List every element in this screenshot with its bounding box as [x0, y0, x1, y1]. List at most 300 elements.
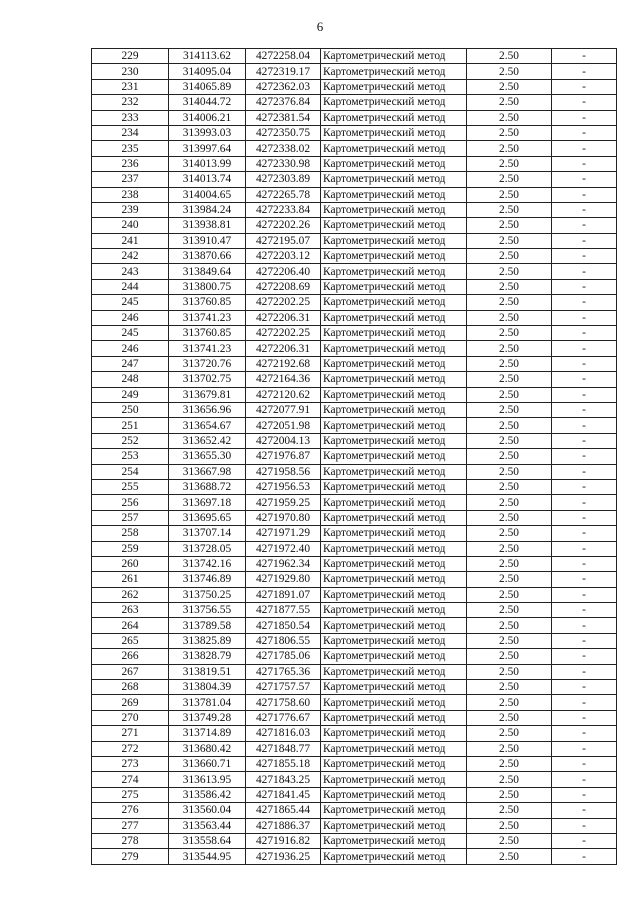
- x-coordinate-cell: 313804.39: [169, 680, 246, 695]
- y-coordinate-cell: 4272233.84: [246, 202, 321, 217]
- point-number-cell: 238: [92, 187, 169, 202]
- coordinates-table: [91, 48, 617, 865]
- point-number-cell: 273: [92, 756, 169, 771]
- method-cell: Картометрический метод: [321, 433, 467, 448]
- table-row: [92, 141, 617, 156]
- point-number-cell: 230: [92, 64, 169, 79]
- accuracy-cell: 2.50: [467, 449, 552, 464]
- point-number-cell: 258: [92, 526, 169, 541]
- table-row: [92, 756, 617, 771]
- extra-cell: -: [552, 402, 617, 417]
- table-row: [92, 310, 617, 325]
- y-coordinate-cell: 4272195.07: [246, 233, 321, 248]
- method-cell: Картометрический метод: [321, 772, 467, 787]
- point-number-cell: 241: [92, 233, 169, 248]
- point-number-cell: 256: [92, 495, 169, 510]
- extra-cell: -: [552, 356, 617, 371]
- extra-cell: -: [552, 264, 617, 279]
- method-cell: Картометрический метод: [321, 310, 467, 325]
- method-cell: Картометрический метод: [321, 372, 467, 387]
- table-row: [92, 64, 617, 79]
- x-coordinate-cell: 313655.30: [169, 449, 246, 464]
- method-cell: Картометрический метод: [321, 510, 467, 525]
- point-number-cell: 263: [92, 603, 169, 618]
- table-row: [92, 787, 617, 802]
- x-coordinate-cell: 313544.95: [169, 849, 246, 864]
- table-row: [92, 249, 617, 264]
- x-coordinate-cell: 313997.64: [169, 141, 246, 156]
- x-coordinate-cell: 313870.66: [169, 249, 246, 264]
- extra-cell: -: [552, 618, 617, 633]
- table-row: [92, 79, 617, 94]
- accuracy-cell: 2.50: [467, 310, 552, 325]
- point-number-cell: 279: [92, 849, 169, 864]
- table-row: [92, 449, 617, 464]
- table-row: [92, 387, 617, 402]
- point-number-cell: 274: [92, 772, 169, 787]
- accuracy-cell: 2.50: [467, 233, 552, 248]
- point-number-cell: 257: [92, 510, 169, 525]
- y-coordinate-cell: 4272202.25: [246, 295, 321, 310]
- x-coordinate-cell: 313586.42: [169, 787, 246, 802]
- y-coordinate-cell: 4271806.55: [246, 633, 321, 648]
- point-number-cell: 229: [92, 49, 169, 64]
- point-number-cell: 270: [92, 710, 169, 725]
- x-coordinate-cell: 314006.21: [169, 110, 246, 125]
- accuracy-cell: 2.50: [467, 787, 552, 802]
- extra-cell: -: [552, 110, 617, 125]
- table-row: [92, 803, 617, 818]
- extra-cell: -: [552, 433, 617, 448]
- method-cell: Картометрический метод: [321, 495, 467, 510]
- method-cell: Картометрический метод: [321, 79, 467, 94]
- point-number-cell: 259: [92, 541, 169, 556]
- x-coordinate-cell: 313760.85: [169, 295, 246, 310]
- x-coordinate-cell: 313938.81: [169, 218, 246, 233]
- x-coordinate-cell: 313613.95: [169, 772, 246, 787]
- accuracy-cell: 2.50: [467, 849, 552, 864]
- accuracy-cell: 2.50: [467, 726, 552, 741]
- extra-cell: -: [552, 649, 617, 664]
- extra-cell: -: [552, 141, 617, 156]
- table-row: [92, 402, 617, 417]
- y-coordinate-cell: 4272164.36: [246, 372, 321, 387]
- accuracy-cell: 2.50: [467, 202, 552, 217]
- accuracy-cell: 2.50: [467, 218, 552, 233]
- extra-cell: -: [552, 387, 617, 402]
- accuracy-cell: 2.50: [467, 664, 552, 679]
- point-number-cell: 268: [92, 680, 169, 695]
- point-number-cell: 255: [92, 479, 169, 494]
- y-coordinate-cell: 4271848.77: [246, 741, 321, 756]
- point-number-cell: 237: [92, 172, 169, 187]
- accuracy-cell: 2.50: [467, 649, 552, 664]
- extra-cell: -: [552, 633, 617, 648]
- accuracy-cell: 2.50: [467, 741, 552, 756]
- point-number-cell: 246: [92, 310, 169, 325]
- x-coordinate-cell: 314044.72: [169, 95, 246, 110]
- extra-cell: -: [552, 479, 617, 494]
- accuracy-cell: 2.50: [467, 387, 552, 402]
- table-row: [92, 125, 617, 140]
- point-number-cell: 233: [92, 110, 169, 125]
- y-coordinate-cell: 4271785.06: [246, 649, 321, 664]
- method-cell: Картометрический метод: [321, 633, 467, 648]
- x-coordinate-cell: 313828.79: [169, 649, 246, 664]
- method-cell: Картометрический метод: [321, 541, 467, 556]
- extra-cell: -: [552, 664, 617, 679]
- point-number-cell: 251: [92, 418, 169, 433]
- table-row: [92, 556, 617, 571]
- accuracy-cell: 2.50: [467, 556, 552, 571]
- method-cell: Картометрический метод: [321, 49, 467, 64]
- extra-cell: -: [552, 310, 617, 325]
- accuracy-cell: 2.50: [467, 341, 552, 356]
- x-coordinate-cell: 313756.55: [169, 603, 246, 618]
- point-number-cell: 234: [92, 125, 169, 140]
- extra-cell: -: [552, 803, 617, 818]
- accuracy-cell: 2.50: [467, 172, 552, 187]
- method-cell: Картометрический метод: [321, 64, 467, 79]
- x-coordinate-cell: 313741.23: [169, 310, 246, 325]
- x-coordinate-cell: 313742.16: [169, 556, 246, 571]
- extra-cell: -: [552, 772, 617, 787]
- method-cell: Картометрический метод: [321, 418, 467, 433]
- accuracy-cell: 2.50: [467, 110, 552, 125]
- accuracy-cell: 2.50: [467, 710, 552, 725]
- extra-cell: -: [552, 680, 617, 695]
- accuracy-cell: 2.50: [467, 510, 552, 525]
- accuracy-cell: 2.50: [467, 803, 552, 818]
- y-coordinate-cell: 4271816.03: [246, 726, 321, 741]
- accuracy-cell: 2.50: [467, 818, 552, 833]
- accuracy-cell: 2.50: [467, 402, 552, 417]
- y-coordinate-cell: 4272338.02: [246, 141, 321, 156]
- extra-cell: -: [552, 464, 617, 479]
- y-coordinate-cell: 4271970.80: [246, 510, 321, 525]
- method-cell: Картометрический метод: [321, 249, 467, 264]
- x-coordinate-cell: 314013.74: [169, 172, 246, 187]
- table-row: [92, 526, 617, 541]
- point-number-cell: 278: [92, 833, 169, 848]
- accuracy-cell: 2.50: [467, 249, 552, 264]
- accuracy-cell: 2.50: [467, 264, 552, 279]
- accuracy-cell: 2.50: [467, 433, 552, 448]
- point-number-cell: 260: [92, 556, 169, 571]
- table-row: [92, 510, 617, 525]
- extra-cell: -: [552, 95, 617, 110]
- table-row: [92, 187, 617, 202]
- point-number-cell: 246: [92, 341, 169, 356]
- point-number-cell: 252: [92, 433, 169, 448]
- x-coordinate-cell: 313660.71: [169, 756, 246, 771]
- y-coordinate-cell: 4272202.26: [246, 218, 321, 233]
- table-row: [92, 202, 617, 217]
- extra-cell: -: [552, 556, 617, 571]
- point-number-cell: 269: [92, 695, 169, 710]
- x-coordinate-cell: 313558.64: [169, 833, 246, 848]
- y-coordinate-cell: 4271776.67: [246, 710, 321, 725]
- method-cell: Картометрический метод: [321, 156, 467, 171]
- method-cell: Картометрический метод: [321, 526, 467, 541]
- x-coordinate-cell: 313656.96: [169, 402, 246, 417]
- table-row: [92, 356, 617, 371]
- y-coordinate-cell: 4271958.56: [246, 464, 321, 479]
- extra-cell: -: [552, 218, 617, 233]
- table-row: [92, 664, 617, 679]
- extra-cell: -: [552, 172, 617, 187]
- x-coordinate-cell: 314004.65: [169, 187, 246, 202]
- extra-cell: -: [552, 187, 617, 202]
- table-row: [92, 418, 617, 433]
- y-coordinate-cell: 4271916.82: [246, 833, 321, 848]
- y-coordinate-cell: 4271877.55: [246, 603, 321, 618]
- y-coordinate-cell: 4272319.17: [246, 64, 321, 79]
- extra-cell: -: [552, 510, 617, 525]
- method-cell: Картометрический метод: [321, 172, 467, 187]
- method-cell: Картометрический метод: [321, 803, 467, 818]
- y-coordinate-cell: 4271757.57: [246, 680, 321, 695]
- method-cell: Картометрический метод: [321, 741, 467, 756]
- x-coordinate-cell: 314013.99: [169, 156, 246, 171]
- extra-cell: -: [552, 156, 617, 171]
- point-number-cell: 265: [92, 633, 169, 648]
- table-row: [92, 772, 617, 787]
- x-coordinate-cell: 313697.18: [169, 495, 246, 510]
- y-coordinate-cell: 4272206.40: [246, 264, 321, 279]
- extra-cell: -: [552, 295, 617, 310]
- extra-cell: -: [552, 587, 617, 602]
- x-coordinate-cell: 313825.89: [169, 633, 246, 648]
- accuracy-cell: 2.50: [467, 756, 552, 771]
- accuracy-cell: 2.50: [467, 526, 552, 541]
- extra-cell: -: [552, 526, 617, 541]
- x-coordinate-cell: 313993.03: [169, 125, 246, 140]
- accuracy-cell: 2.50: [467, 833, 552, 848]
- method-cell: Картометрический метод: [321, 479, 467, 494]
- method-cell: Картометрический метод: [321, 187, 467, 202]
- y-coordinate-cell: 4272120.62: [246, 387, 321, 402]
- table-row: [92, 495, 617, 510]
- method-cell: Картометрический метод: [321, 849, 467, 864]
- y-coordinate-cell: 4272206.31: [246, 341, 321, 356]
- table-row: [92, 618, 617, 633]
- accuracy-cell: 2.50: [467, 279, 552, 294]
- y-coordinate-cell: 4272004.13: [246, 433, 321, 448]
- y-coordinate-cell: 4271886.37: [246, 818, 321, 833]
- extra-cell: -: [552, 233, 617, 248]
- method-cell: Картометрический метод: [321, 341, 467, 356]
- table-row: [92, 464, 617, 479]
- table-row: [92, 295, 617, 310]
- method-cell: Картометрический метод: [321, 402, 467, 417]
- point-number-cell: 248: [92, 372, 169, 387]
- table-row: [92, 633, 617, 648]
- x-coordinate-cell: 314113.62: [169, 49, 246, 64]
- x-coordinate-cell: 313695.65: [169, 510, 246, 525]
- x-coordinate-cell: 313760.85: [169, 326, 246, 341]
- method-cell: Картометрический метод: [321, 618, 467, 633]
- y-coordinate-cell: 4271962.34: [246, 556, 321, 571]
- accuracy-cell: 2.50: [467, 49, 552, 64]
- table-row: [92, 695, 617, 710]
- extra-cell: -: [552, 833, 617, 848]
- x-coordinate-cell: 313984.24: [169, 202, 246, 217]
- method-cell: Картометрический метод: [321, 110, 467, 125]
- extra-cell: -: [552, 787, 617, 802]
- method-cell: Картометрический метод: [321, 141, 467, 156]
- x-coordinate-cell: 313849.64: [169, 264, 246, 279]
- method-cell: Картометрический метод: [321, 756, 467, 771]
- point-number-cell: 242: [92, 249, 169, 264]
- accuracy-cell: 2.50: [467, 356, 552, 371]
- extra-cell: -: [552, 64, 617, 79]
- point-number-cell: 271: [92, 726, 169, 741]
- point-number-cell: 262: [92, 587, 169, 602]
- table-row: [92, 49, 617, 64]
- extra-cell: -: [552, 572, 617, 587]
- table-row: [92, 95, 617, 110]
- y-coordinate-cell: 4271972.40: [246, 541, 321, 556]
- x-coordinate-cell: 313720.76: [169, 356, 246, 371]
- y-coordinate-cell: 4272381.54: [246, 110, 321, 125]
- point-number-cell: 239: [92, 202, 169, 217]
- x-coordinate-cell: 313781.04: [169, 695, 246, 710]
- table-row: [92, 849, 617, 864]
- point-number-cell: 264: [92, 618, 169, 633]
- point-number-cell: 254: [92, 464, 169, 479]
- y-coordinate-cell: 4272077.91: [246, 402, 321, 417]
- method-cell: Картометрический метод: [321, 710, 467, 725]
- y-coordinate-cell: 4272206.31: [246, 310, 321, 325]
- accuracy-cell: 2.50: [467, 464, 552, 479]
- y-coordinate-cell: 4271929.80: [246, 572, 321, 587]
- y-coordinate-cell: 4272330.98: [246, 156, 321, 171]
- point-number-cell: 244: [92, 279, 169, 294]
- x-coordinate-cell: 313746.89: [169, 572, 246, 587]
- method-cell: Картометрический метод: [321, 279, 467, 294]
- x-coordinate-cell: 314065.89: [169, 79, 246, 94]
- table-row: [92, 541, 617, 556]
- method-cell: Картометрический метод: [321, 464, 467, 479]
- table-row: [92, 710, 617, 725]
- method-cell: Картометрический метод: [321, 202, 467, 217]
- table-row: [92, 680, 617, 695]
- method-cell: Картометрический метод: [321, 218, 467, 233]
- y-coordinate-cell: 4272051.98: [246, 418, 321, 433]
- table-row: [92, 233, 617, 248]
- extra-cell: -: [552, 249, 617, 264]
- extra-cell: -: [552, 849, 617, 864]
- point-number-cell: 277: [92, 818, 169, 833]
- table-row: [92, 372, 617, 387]
- y-coordinate-cell: 4271843.25: [246, 772, 321, 787]
- table-row: [92, 172, 617, 187]
- accuracy-cell: 2.50: [467, 587, 552, 602]
- table-row: [92, 326, 617, 341]
- extra-cell: -: [552, 710, 617, 725]
- y-coordinate-cell: 4271976.87: [246, 449, 321, 464]
- x-coordinate-cell: 313750.25: [169, 587, 246, 602]
- method-cell: Картометрический метод: [321, 326, 467, 341]
- point-number-cell: 253: [92, 449, 169, 464]
- y-coordinate-cell: 4271765.36: [246, 664, 321, 679]
- method-cell: Картометрический метод: [321, 833, 467, 848]
- point-number-cell: 250: [92, 402, 169, 417]
- point-number-cell: 232: [92, 95, 169, 110]
- accuracy-cell: 2.50: [467, 125, 552, 140]
- point-number-cell: 247: [92, 356, 169, 371]
- method-cell: Картометрический метод: [321, 603, 467, 618]
- table-row: [92, 741, 617, 756]
- x-coordinate-cell: 313800.75: [169, 279, 246, 294]
- accuracy-cell: 2.50: [467, 772, 552, 787]
- method-cell: Картометрический метод: [321, 818, 467, 833]
- accuracy-cell: 2.50: [467, 295, 552, 310]
- extra-cell: -: [552, 125, 617, 140]
- y-coordinate-cell: 4272258.04: [246, 49, 321, 64]
- y-coordinate-cell: 4272208.69: [246, 279, 321, 294]
- accuracy-cell: 2.50: [467, 572, 552, 587]
- table-row: [92, 572, 617, 587]
- y-coordinate-cell: 4272376.84: [246, 95, 321, 110]
- y-coordinate-cell: 4272303.89: [246, 172, 321, 187]
- table-row: [92, 833, 617, 848]
- x-coordinate-cell: 313652.42: [169, 433, 246, 448]
- x-coordinate-cell: 313910.47: [169, 233, 246, 248]
- extra-cell: -: [552, 372, 617, 387]
- x-coordinate-cell: 313560.04: [169, 803, 246, 818]
- method-cell: Картометрический метод: [321, 449, 467, 464]
- extra-cell: -: [552, 818, 617, 833]
- method-cell: Картометрический метод: [321, 556, 467, 571]
- y-coordinate-cell: 4272265.78: [246, 187, 321, 202]
- extra-cell: -: [552, 326, 617, 341]
- extra-cell: -: [552, 279, 617, 294]
- table-row: [92, 110, 617, 125]
- point-number-cell: 272: [92, 741, 169, 756]
- table-row: [92, 264, 617, 279]
- point-number-cell: 261: [92, 572, 169, 587]
- point-number-cell: 245: [92, 295, 169, 310]
- method-cell: Картометрический метод: [321, 664, 467, 679]
- x-coordinate-cell: 313741.23: [169, 341, 246, 356]
- accuracy-cell: 2.50: [467, 541, 552, 556]
- extra-cell: -: [552, 341, 617, 356]
- table-row: [92, 156, 617, 171]
- extra-cell: -: [552, 695, 617, 710]
- point-number-cell: 267: [92, 664, 169, 679]
- table-row: [92, 433, 617, 448]
- y-coordinate-cell: 4272192.68: [246, 356, 321, 371]
- x-coordinate-cell: 313688.72: [169, 479, 246, 494]
- x-coordinate-cell: 313728.05: [169, 541, 246, 556]
- x-coordinate-cell: 313654.67: [169, 418, 246, 433]
- extra-cell: -: [552, 726, 617, 741]
- accuracy-cell: 2.50: [467, 618, 552, 633]
- table-row: [92, 726, 617, 741]
- x-coordinate-cell: 313702.75: [169, 372, 246, 387]
- method-cell: Картометрический метод: [321, 264, 467, 279]
- x-coordinate-cell: 313714.89: [169, 726, 246, 741]
- y-coordinate-cell: 4271959.25: [246, 495, 321, 510]
- table-row: [92, 603, 617, 618]
- x-coordinate-cell: 314095.04: [169, 64, 246, 79]
- y-coordinate-cell: 4271855.18: [246, 756, 321, 771]
- method-cell: Картометрический метод: [321, 572, 467, 587]
- method-cell: Картометрический метод: [321, 787, 467, 802]
- accuracy-cell: 2.50: [467, 680, 552, 695]
